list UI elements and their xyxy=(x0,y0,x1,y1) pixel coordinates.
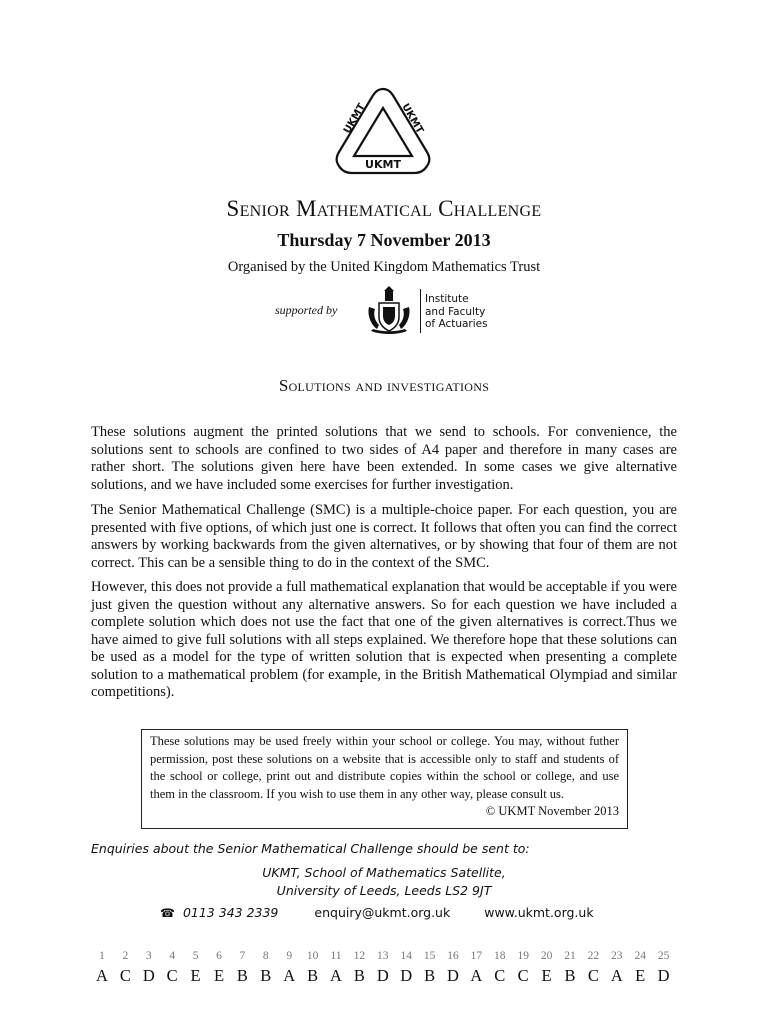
question-number: 17 xyxy=(470,950,483,962)
supported-by-label: supported by xyxy=(275,303,338,317)
phone-number: 0113 343 2339 xyxy=(182,905,279,920)
copyright-notice: © UKMT November 2013 xyxy=(485,804,619,818)
logo-bottom-text: UKMT xyxy=(365,158,401,171)
question-number: 11 xyxy=(330,950,342,962)
page-title: Senior Mathematical Challenge xyxy=(226,196,542,221)
answer-letter: C xyxy=(119,966,131,985)
question-number: 25 xyxy=(657,950,670,962)
usage-notice-box xyxy=(141,729,628,829)
question-number: 19 xyxy=(517,950,529,962)
answer-letter: A xyxy=(330,966,342,985)
answer-letter: D xyxy=(142,966,155,985)
question-number: 7 xyxy=(239,950,246,962)
answer-letter: E xyxy=(213,966,225,985)
question-number: 3 xyxy=(145,950,152,962)
contact-row xyxy=(160,905,594,920)
answer-letter: C xyxy=(587,966,599,985)
question-number: 18 xyxy=(494,950,506,962)
organiser-line: Organised by the United Kingdom Mathematics Trust xyxy=(227,259,541,275)
sponsor-divider xyxy=(420,289,421,333)
question-number: 10 xyxy=(306,950,319,962)
question-number: 20 xyxy=(540,950,553,962)
explanation-paragraph: However, this does not provide a full mathematical explanation that would be acceptable if you were just given the question without any alternative answers. So for each question we have included a complete solution which does not use the fact that one of the given alternatives is correct.Thus we have aimed to give full solutions with all steps explained. We therefore hope that these solutions can be used as a model for the type of written solution that is expected when presenting a complete solution to a mathematical problem (for example, in the British Mathematical Olympiad and similar competitions). xyxy=(91,579,677,700)
sponsor-name xyxy=(425,293,488,331)
answer-letter: D xyxy=(447,966,459,985)
question-number: 4 xyxy=(169,950,176,962)
ifoa-crest-icon xyxy=(365,285,413,335)
answer-letter: A xyxy=(610,966,623,985)
question-number: 5 xyxy=(192,950,199,962)
website-link[interactable]: www.ukmt.org.uk xyxy=(484,905,594,920)
answer-letter: A xyxy=(470,966,483,985)
question-number: 6 xyxy=(216,950,222,962)
answer-letter: B xyxy=(236,966,248,985)
question-number: 14 xyxy=(400,950,412,962)
section-heading: Solutions and investigations xyxy=(278,376,490,395)
answer-letter: C xyxy=(494,966,506,985)
question-number: 2 xyxy=(122,950,129,962)
sponsor-line: of Actuaries xyxy=(425,318,488,330)
answer-letter: E xyxy=(541,966,552,985)
exam-date: Thursday 7 November 2013 xyxy=(277,230,491,250)
answer-letter: E xyxy=(190,966,201,985)
question-number: 16 xyxy=(447,950,459,962)
answer-letter: C xyxy=(166,966,178,985)
question-number: 23 xyxy=(611,950,623,962)
address-line: University of Leeds, Leeds LS2 9JT xyxy=(276,882,492,898)
answer-letter: B xyxy=(564,966,576,985)
question-number: 1 xyxy=(99,950,105,962)
question-number: 15 xyxy=(423,950,436,962)
question-number: 8 xyxy=(262,950,269,962)
address-line: UKMT, School of Mathematics Satellite, xyxy=(262,865,506,880)
phone-icon: ☎ xyxy=(160,906,175,920)
answer-letter: B xyxy=(424,966,436,985)
question-number: 22 xyxy=(587,950,600,962)
question-number: 13 xyxy=(377,950,389,962)
question-number: 9 xyxy=(286,950,293,962)
logo-left-text: UKMT xyxy=(341,101,368,136)
answer-letter: B xyxy=(353,966,365,985)
ukmt-logo xyxy=(329,86,437,178)
answer-letter: B xyxy=(260,966,272,985)
smc-paragraph: The Senior Mathematical Challenge (SMC) is a multiple-choice paper. For each question, you are presented with five options, of which just one is correct. It follows that often you can find the correct answers by working backwards from the given alternatives, or by showing that four of them are not correct. This can be a sensible thing to do in the context of the SMC. xyxy=(91,502,677,571)
intro-paragraph: These solutions augment the printed solutions that we send to schools. For convenience, the solutions sent to schools are confined to two sides of A4 paper and therefore in many cases are rather short. The solutions given here have been extended. In some cases we give alternative solutions, and we have included some exercises for further investigation. xyxy=(91,424,677,493)
address-block xyxy=(0,864,768,899)
answer-letter: D xyxy=(400,966,413,985)
question-number: 21 xyxy=(564,950,576,962)
sponsor-line: and Faculty xyxy=(425,305,486,318)
answer-letter: E xyxy=(635,966,646,985)
sponsor-line: Institute xyxy=(425,293,469,305)
usage-notice-text: These solutions may be used freely within your school or college. You may, without futher permission, post these solutions on a website that is accessible only to staff and students of the school or college, print out and distribute copies within the school or college, and use them in the classroom. If you wish to use them in any other way, please consult us. xyxy=(150,734,619,801)
answer-letter: A xyxy=(96,966,108,985)
question-number: 12 xyxy=(353,950,366,962)
logo-right-text: UKMT xyxy=(399,101,426,136)
answer-letter: B xyxy=(307,966,319,985)
enquiries-intro: Enquiries about the Senior Mathematical Challenge should be sent to: xyxy=(91,841,530,856)
answer-letter: D xyxy=(376,966,389,985)
answer-letter: C xyxy=(517,966,529,985)
answer-letter: A xyxy=(283,966,296,985)
answer-letter: D xyxy=(657,966,670,985)
question-number: 24 xyxy=(634,950,646,962)
email-link[interactable]: enquiry@ukmt.org.uk xyxy=(314,905,451,920)
